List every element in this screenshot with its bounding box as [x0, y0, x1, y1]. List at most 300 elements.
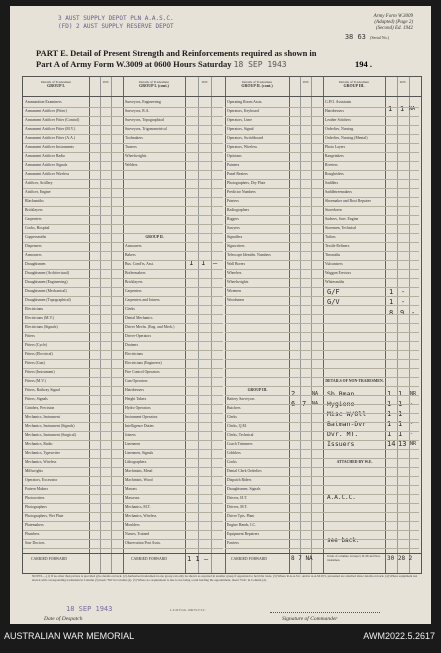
table-row-line — [323, 215, 419, 216]
form-ref-line1: Army Form W.3009 — [373, 14, 413, 19]
table-row-line — [23, 206, 123, 207]
date-stamp: 18 SEP 1943 — [233, 60, 287, 69]
trade-label: Photographers — [25, 505, 47, 509]
trade-label: Electricians (Signals) — [25, 325, 58, 329]
trade-label: Electricians (M.V.) — [25, 316, 54, 320]
table-row-line — [123, 170, 223, 171]
table-row-line — [23, 134, 123, 135]
table-row-line — [23, 296, 123, 297]
trade-label: Operators, Switchboard — [227, 136, 264, 140]
table-row-line — [23, 197, 123, 198]
serial-number — [345, 33, 389, 41]
table-row-line — [23, 548, 123, 549]
trade-label: Electricians (Engineers) — [125, 361, 162, 365]
trade-label: Tinsmiths — [325, 253, 341, 257]
table-row-line — [323, 404, 419, 405]
unit-stamp-line1: 3 AUST SUPPLY DEPOT PLN A.A.S.C. — [58, 15, 174, 22]
trade-label: Engine Hands, I.C. — [227, 523, 256, 527]
hw-nt-label: Sb Bman — [327, 390, 355, 398]
table-row-line — [323, 170, 419, 171]
trade-label: Riggers — [227, 217, 239, 221]
trade-label: Saddlers — [325, 181, 339, 185]
hdr-we: W.E. — [399, 80, 407, 84]
hw-sum2: 9 — [400, 309, 405, 317]
trade-label: G.P.O. Assistants — [325, 100, 352, 104]
serial-label: (Serial No.) — [370, 35, 389, 40]
form-sheet — [10, 6, 431, 624]
trade-label: Wiremen — [227, 289, 241, 293]
trade-label: Dispatch Riders — [227, 478, 252, 482]
trade-label: Mechanics, M.T. — [125, 505, 151, 509]
trade-label: Joiners — [125, 433, 136, 437]
trade-label: Electricians — [125, 352, 143, 356]
table-row-line — [323, 314, 419, 315]
table-row-line — [123, 179, 223, 180]
trade-label: Fitters (Gun) — [25, 361, 45, 365]
table-row-line — [123, 116, 223, 117]
table-row-line — [23, 530, 123, 531]
table-row-line — [23, 359, 123, 360]
table-row-line — [123, 134, 223, 135]
trade-label: Machinists, Wood — [125, 478, 153, 482]
table-row-line — [23, 512, 123, 513]
trade-label: Mechanics, Instrument — [25, 415, 60, 419]
table-row-line — [323, 512, 419, 513]
trade-label: Instrument Operators — [125, 415, 158, 419]
trade-label: Hairdressers — [325, 109, 344, 113]
trade-label: Driver-Operators — [125, 334, 152, 338]
table-row-line — [225, 476, 323, 477]
hw-clerks-we: 6 — [291, 400, 296, 408]
table-row-line — [323, 323, 419, 324]
table-row-line — [225, 359, 323, 360]
trade-label: Intelligence Duties — [125, 424, 154, 428]
table-row-line — [23, 431, 123, 432]
trade-label: Mechanics, Wireless — [25, 460, 57, 464]
trade-label: Armourers — [25, 253, 42, 257]
table-row-line — [225, 215, 323, 216]
table-row-line — [123, 215, 223, 216]
hw-nt-label: Hygiene — [327, 400, 355, 408]
trade-label: Hairdressers — [125, 388, 144, 392]
hw-carpenters-present: 1 — [201, 259, 206, 267]
trade-label: Driver Mechs. (Eng. and Mech.) — [125, 325, 175, 329]
hw-sum3: - — [411, 309, 416, 317]
table-row-line — [123, 161, 223, 162]
table-row-line — [123, 413, 223, 414]
table-row-line — [23, 143, 123, 144]
trade-label: Armament Artificer Radio — [25, 154, 66, 158]
trade-label: Coach Trimmers — [227, 442, 253, 446]
trade-label: Blacksmiths — [25, 199, 44, 203]
table-row-line — [323, 341, 419, 342]
trade-label: Photographers, Dry Plate — [227, 181, 266, 185]
trade-label: Wheelers — [227, 271, 242, 275]
trade-label: Clerks, Technical — [227, 433, 254, 437]
trade-label: Draughtsmen, Signals — [227, 487, 261, 491]
table-row-line — [23, 476, 123, 477]
trade-label: Operators, Signal — [227, 127, 254, 131]
hw-nt-we: 14 — [387, 440, 396, 448]
table-row-line — [225, 107, 323, 108]
table-row-line — [23, 287, 123, 288]
table-row-line — [225, 521, 323, 522]
year-suffix: 194 . — [355, 59, 372, 69]
table-row-line — [225, 368, 323, 369]
trade-label: Boilermakers — [125, 271, 146, 275]
hdr-group: GROUP II. (cont.) — [241, 83, 273, 88]
trade-label: Observation Post Assts. — [125, 541, 161, 545]
hw-nt-label: Issuers — [327, 440, 355, 448]
table-row-line — [323, 521, 419, 522]
trade-label: Rangetakers — [325, 154, 344, 158]
table-row-line — [123, 107, 223, 108]
table-row-line — [225, 125, 323, 126]
table-row-line — [123, 305, 223, 306]
trade-label: Operators, Excavator — [25, 478, 58, 482]
trade-label: Lithographers — [125, 460, 147, 464]
hw-orderlies-present: 1 — [400, 105, 405, 113]
hw-nt-we: 1 — [387, 390, 392, 398]
table-row-line — [225, 494, 323, 495]
trade-label: Radiographers — [227, 208, 250, 212]
table-row-line — [123, 332, 223, 333]
table-row-line — [225, 278, 323, 279]
table-row-line — [23, 341, 123, 342]
trade-label: Armament Artificer Instruments — [25, 145, 74, 149]
table-row-line — [323, 233, 419, 234]
table-row-line — [225, 350, 323, 351]
table-row-line — [225, 305, 323, 306]
table-row-line — [23, 539, 123, 540]
form-ref-line2: (Adapted) (Page 2) — [374, 20, 413, 25]
table-row-line — [323, 269, 419, 270]
table-row-line — [123, 224, 223, 225]
trade-label: Armament Artificer Fitter (Control) — [25, 118, 80, 122]
trade-label: Drainers — [125, 343, 139, 347]
table-row-line — [23, 278, 123, 279]
table-row-line — [225, 449, 323, 450]
trade-label: Drivers, H.T. — [227, 496, 247, 500]
hw-orderlies-we: 1 — [388, 105, 393, 113]
trade-label: Armament Artificer Fitter (A.A.) — [25, 136, 76, 140]
table-row-line — [323, 296, 419, 297]
table-row-line — [123, 485, 223, 486]
trade-label: Carpenters — [125, 289, 142, 293]
table-row-line — [225, 323, 323, 324]
hw-orderlies-req: NA — [409, 106, 416, 112]
signature-line — [270, 612, 380, 613]
trade-label: Mechanics, Instrument (Surgical) — [25, 433, 76, 437]
trade-label: Mechanics, Wireless — [125, 514, 157, 518]
table-row-line — [323, 179, 419, 180]
table-row-line — [225, 170, 323, 171]
table-row-line — [323, 278, 419, 279]
table-row-line — [23, 422, 123, 423]
trade-label: Storemen, Technical — [325, 226, 357, 230]
hdr-details: Details of Tradesmen — [139, 80, 169, 84]
table-row-line — [323, 359, 419, 360]
table-row-line — [23, 458, 123, 459]
trade-label: Clerks — [227, 415, 237, 419]
table-row-line — [123, 548, 223, 549]
table-row-line — [123, 341, 223, 342]
hw-nt-we: 1 — [387, 410, 392, 418]
table-row-line — [23, 251, 123, 252]
trade-label: Dental Mechanics — [125, 316, 153, 320]
trade-label: Equipment Repairers — [227, 532, 260, 536]
table-row-line — [123, 323, 223, 324]
trade-label: Saw Doctors — [25, 541, 45, 545]
trade-label: Printers — [227, 199, 239, 203]
trade-label: Welders — [125, 163, 138, 167]
hdr-group: GROUP I. — [47, 83, 65, 88]
hw-gf-present: 1 — [389, 288, 394, 296]
trade-label: Wall Borers — [227, 262, 246, 266]
table-row-line — [323, 251, 419, 252]
trade-label: Shoemaker and Boot Repairer — [325, 199, 371, 203]
table-row-line — [23, 314, 123, 315]
table-row-line — [225, 413, 323, 414]
carried-forward-label-3: CARRIED FORWARD — [231, 557, 267, 561]
table-row-line — [225, 530, 323, 531]
trade-label: ATTACHED BY W.E. — [336, 460, 373, 464]
carried-forward-label-2: CARRIED FORWARD — [131, 557, 167, 561]
table-row-line — [225, 296, 323, 297]
table-row-line — [225, 287, 323, 288]
table-row-line — [23, 494, 123, 495]
table-row-line — [225, 431, 323, 432]
hw-attached-label: A.A.C.C. — [327, 494, 356, 501]
hw-totals: 30 28 2 — [387, 555, 413, 562]
table-row-line — [225, 548, 323, 549]
table-row-line — [123, 386, 223, 387]
table-row-line — [123, 188, 223, 189]
trade-label: Fitters — [25, 334, 35, 338]
trade-label: Artificer, Engine — [25, 190, 51, 194]
hw-nt-present: 1 — [398, 400, 403, 408]
table-row-line — [123, 143, 223, 144]
serial-value: 38 63 — [344, 33, 366, 41]
trade-label: Draughtsmen (Architectural) — [25, 271, 69, 275]
table-row-line — [123, 530, 223, 531]
table-row-line — [225, 485, 323, 486]
table-row-line — [225, 422, 323, 423]
trade-label: Wheelwrights — [227, 280, 249, 284]
trade-label: Operators, Lime — [227, 118, 252, 122]
title-prefix: Part A of Army Form W.3009 at 0600 Hours Saturday — [36, 59, 232, 69]
collection-caption: AUSTRALIAN WAR MEMORIAL — [4, 631, 135, 641]
trade-label: Masseurs — [125, 496, 140, 500]
table-row-line — [23, 404, 123, 405]
trade-label: GROUP III. — [247, 388, 268, 392]
table-row-line — [23, 332, 123, 333]
trade-label: Drivers, M.T. — [227, 505, 248, 509]
trade-label: Signwriters — [227, 244, 245, 248]
trade-label: Armament Artificer (Fitter) — [25, 109, 67, 113]
trade-label: Armament Artificer Signals — [25, 163, 68, 167]
table-row-line — [23, 215, 123, 216]
hdr-details: Details of Tradesmen — [339, 80, 369, 84]
trade-label: Woodsmen — [227, 298, 244, 302]
trade-label: Turners — [125, 145, 137, 149]
table-row-line — [225, 233, 323, 234]
hw-nt-present: 1 — [398, 420, 403, 428]
trade-label: Saddletreemakers — [325, 190, 352, 194]
trade-label: Battery Surveyors — [227, 397, 255, 401]
trade-label: Photowriters — [25, 496, 45, 500]
trade-label: Linesmen, Signals — [125, 451, 154, 455]
table-row-line — [323, 449, 419, 450]
hdr-we: W.E. — [102, 80, 110, 84]
trade-label: Moulders — [125, 523, 140, 527]
table-row-line — [225, 224, 323, 225]
table-row-line — [23, 413, 123, 414]
table-row-line — [323, 350, 419, 351]
table-row-line — [23, 440, 123, 441]
trade-label: Electricians — [25, 307, 43, 311]
header-counts-1 — [89, 77, 123, 97]
table-row-line — [23, 368, 123, 369]
trade-label: Linesmen — [125, 442, 140, 446]
table-row-line — [123, 350, 223, 351]
table-row-line — [323, 260, 419, 261]
hdr-details: Details of Tradesmen — [41, 80, 71, 84]
trade-label: Fitters (Instrument) — [25, 370, 55, 374]
table-row-line — [225, 242, 323, 243]
trade-label: Painters — [227, 163, 240, 167]
hw-nt-req: - — [410, 401, 414, 407]
table-row-line — [123, 494, 223, 495]
trade-label: Orderlies, Nursing (Mental) — [325, 136, 368, 140]
table-row-line — [23, 125, 123, 126]
trade-label: Fitters (M.V.) — [25, 379, 46, 383]
table-row-line — [123, 359, 223, 360]
trade-label: DETAILS OF NON-TRADESMEN. — [325, 379, 384, 383]
table-row-line — [225, 206, 323, 207]
totals-label: Totals of columns, Groups I, II, III and Non-tradesmen. — [327, 554, 381, 562]
trade-label: Armourers — [125, 244, 142, 248]
header-col1 — [23, 77, 89, 97]
header-col3 — [225, 77, 289, 97]
hdr-we: W.E. — [302, 80, 310, 84]
trade-label: Carpenters and Joiners — [125, 298, 160, 302]
trade-label: Telescope Identifn. Numbers — [227, 253, 271, 257]
hw-nt-req: NR — [410, 441, 417, 447]
trade-label: Panel Beaters — [227, 172, 248, 176]
table-row-line — [23, 395, 123, 396]
trade-label: Pattern Makers — [25, 487, 49, 491]
trade-label: Bricklayers — [125, 280, 143, 284]
trade-label: Surveyors, R.A. — [125, 109, 150, 113]
table-row-line — [225, 503, 323, 504]
table-row-line — [23, 521, 123, 522]
table-row-line — [123, 539, 223, 540]
table-row-line — [123, 197, 223, 198]
trade-label: Vulcanisers — [325, 262, 343, 266]
trade-label: Ammunition Examiners — [25, 100, 62, 104]
trade-label: Masons — [125, 487, 137, 491]
trade-label: Armament Artificer Fitter (M.V.) — [25, 127, 76, 131]
despatch-date-stamp: 18 SEP 1943 — [66, 605, 113, 613]
trade-label: Opticians — [227, 154, 242, 158]
trade-label: Mechanics, Typewriter — [25, 451, 60, 455]
table-row-line — [225, 512, 323, 513]
table-row-line — [23, 386, 123, 387]
table-row-line — [123, 251, 223, 252]
trade-label: Photo Layers — [325, 145, 346, 149]
table-row-line — [23, 449, 123, 450]
table-row-line — [123, 449, 223, 450]
trade-label: Fire Control Operators — [125, 370, 160, 374]
table-row-line — [225, 152, 323, 153]
table-row-line — [225, 440, 323, 441]
trade-label: Machinists, Metal — [125, 469, 153, 473]
table-row-line — [23, 116, 123, 117]
header-col4 — [323, 77, 385, 97]
table-row-line — [323, 530, 419, 531]
table-row-line — [323, 548, 419, 549]
table-row-line — [225, 116, 323, 117]
trade-label: Operating Room Assts. — [227, 100, 263, 104]
table-row-line — [225, 539, 323, 540]
trade-label: Fitters (Cycle) — [25, 343, 48, 347]
header-counts-4 — [385, 77, 421, 97]
trade-label: Fitters, Railway Signal — [25, 388, 60, 392]
table-row-line — [123, 467, 223, 468]
table-row-line — [23, 188, 123, 189]
table-row-line — [123, 404, 223, 405]
table-row-line — [225, 179, 323, 180]
trade-label: Cooks — [227, 460, 237, 464]
trade-label: Surveyors, Trigonometrical — [125, 127, 167, 131]
table-row-line — [123, 476, 223, 477]
table-row-line — [23, 152, 123, 153]
table-row-line — [323, 494, 419, 495]
table-row-line — [323, 413, 419, 414]
table-row-line — [225, 188, 323, 189]
trade-label: Leather Stitchers — [325, 118, 351, 122]
table-row-line — [123, 296, 223, 297]
trade-label: Riveters — [325, 163, 338, 167]
trade-label: Surveyors, Engineering — [125, 100, 161, 104]
table-row-line — [323, 197, 419, 198]
table-row-line — [225, 458, 323, 459]
table-row-line — [323, 143, 419, 144]
table-row-line — [323, 107, 419, 108]
trade-label: Coppersmiths — [25, 235, 47, 239]
table-row-line — [323, 134, 419, 135]
hw-see-back: see back. — [327, 537, 360, 544]
table-row-line — [123, 422, 223, 423]
hw-nt-present: 1 — [398, 410, 403, 418]
trade-label: Dental Clerk Orderlies — [227, 469, 262, 473]
hdr-group: GROUP III. — [343, 83, 365, 88]
hw-nt-present: 1 — [398, 430, 403, 438]
trade-label: Draughtsmen (Engineering) — [25, 280, 68, 284]
table-row-line — [323, 188, 419, 189]
trade-label: Armament Artificer Wireless — [25, 172, 70, 176]
table-row-line — [323, 431, 419, 432]
table-row-line — [123, 512, 223, 513]
trade-label: Gun Operators — [125, 379, 148, 383]
hw-carried-forward-g1: 1 1 – — [187, 555, 209, 563]
table-row-line — [323, 305, 419, 306]
table-row-line — [123, 503, 223, 504]
printer-imprint: L 2/43 Fcals. 10M W.V.T.C. — [170, 608, 206, 612]
table-row-line — [123, 233, 223, 234]
hw-carried-forward-g2: 8 7 NA — [291, 555, 313, 562]
